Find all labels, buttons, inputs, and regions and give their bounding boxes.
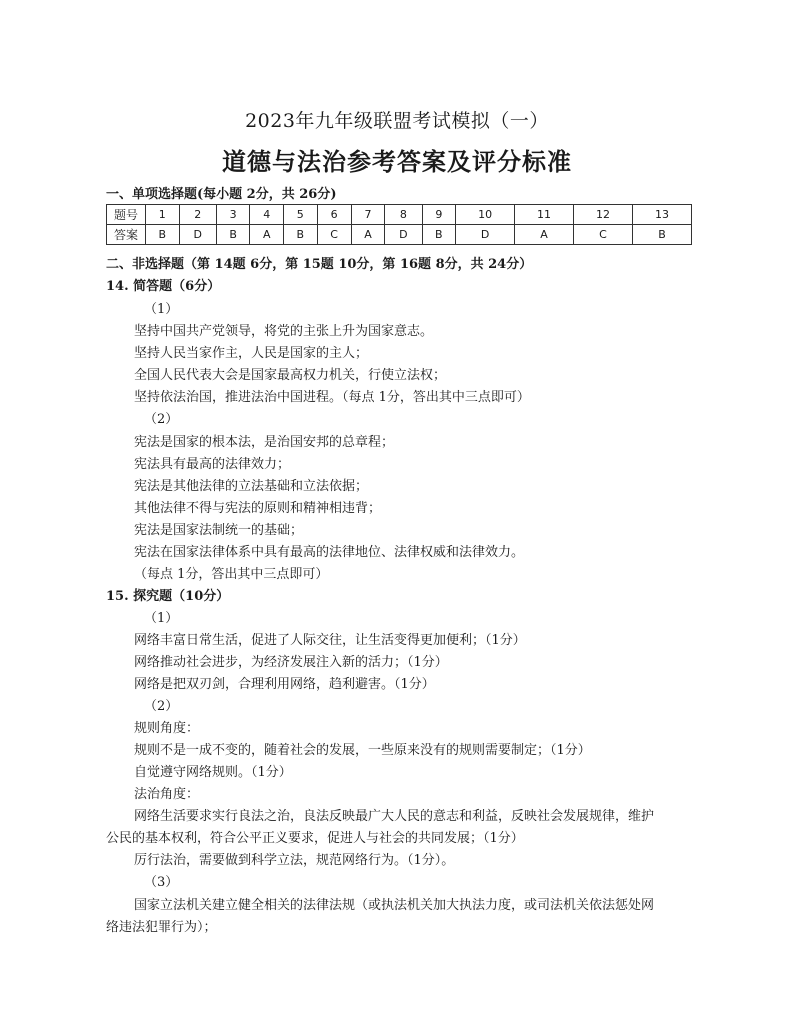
table-row-answers: [107, 225, 692, 245]
q14-part2-line: 宪法是国家的根本法，是治国安邦的总章程；: [134, 435, 395, 450]
q14-part1-line: 坚持人民当家作主，人民是国家的主人；: [134, 346, 369, 361]
question-number: 3: [216, 205, 250, 225]
exam-title: 2023年九年级联盟考试模拟（一）: [245, 110, 549, 132]
q14-part2-note: （每点 1分，答出其中三点即可）: [134, 567, 329, 582]
law-angle-heading: 法治角度：: [134, 787, 200, 802]
answer-table: [106, 204, 692, 245]
q14-part1-label: （1）: [144, 302, 179, 317]
q14-part2-line: 其他法律不得与宪法的原则和精神相违背；: [134, 501, 382, 516]
answer-cell: B: [632, 225, 691, 245]
q14-part1-line: 坚持中国共产党领导，将党的主张上升为国家意志。: [134, 324, 434, 339]
answer-cell: B: [216, 225, 250, 245]
q15-heading: 15. 探究题（10分）: [106, 589, 230, 604]
section1-heading: 一、单项选择题(每小题 2分，共 26分): [106, 187, 337, 202]
law-angle-line: 网络生活要求实行良法之治，良法反映最广大人民的意志和利益，反映社会发展规律，维护: [134, 809, 655, 824]
answer-cell: C: [317, 225, 351, 245]
question-number: 6: [317, 205, 351, 225]
law-angle-line: 厉行法治，需要做到科学立法，规范网络行为。（1分）。: [134, 853, 455, 868]
question-number: 8: [385, 205, 422, 225]
q15-part1-line: 网络是把双刃剑，合理利用网络，趋利避害。（1分）: [134, 677, 435, 692]
section2-heading: 二、非选择题（第 14题 6分，第 15题 10分，第 16题 8分，共 24分）: [106, 257, 533, 272]
answer-cell: A: [515, 225, 574, 245]
question-number: 2: [179, 205, 216, 225]
answer-cell: A: [250, 225, 284, 245]
row-label-answer: 答案: [107, 225, 146, 245]
rule-angle-line: 自觉遵守网络规则。（1分）: [134, 765, 292, 780]
answer-cell: C: [574, 225, 633, 245]
question-number: 5: [283, 205, 317, 225]
answer-cell: D: [456, 225, 515, 245]
answer-cell: D: [179, 225, 216, 245]
q14-part2-line: 宪法具有最高的法律效力；: [134, 457, 291, 472]
question-number: 13: [632, 205, 691, 225]
answer-cell: B: [283, 225, 317, 245]
question-number: 11: [515, 205, 574, 225]
question-number: 9: [422, 205, 456, 225]
answer-cell: B: [422, 225, 456, 245]
q15-part3-line-cont: 络违法犯罪行为）；: [106, 920, 217, 935]
question-number: 1: [146, 205, 180, 225]
q15-part3-line: 国家立法机关建立健全相关的法律法规（或执法机关加大执法力度，或司法机关依法惩处网: [134, 898, 655, 913]
q14-part1-line: 全国人民代表大会是国家最高权力机关，行使立法权；: [134, 368, 447, 383]
q14-part2-label: （2）: [144, 412, 179, 427]
question-number: 12: [574, 205, 633, 225]
q14-part2-line: 宪法是其他法律的立法基础和立法依据；: [134, 479, 369, 494]
q15-part1-line: 网络推动社会进步，为经济发展注入新的活力；（1分）: [134, 655, 448, 670]
answer-cell: A: [351, 225, 385, 245]
q15-part1-line: 网络丰富日常生活，促进了人际交往，让生活变得更加便利；（1分）: [134, 633, 526, 648]
document-title: 道德与法治参考答案及评分标准: [222, 147, 572, 176]
q15-part1-label: （1）: [144, 611, 179, 626]
q15-part3-label: （3）: [144, 875, 179, 890]
answer-cell: B: [146, 225, 180, 245]
table-row-numbers: [107, 205, 692, 225]
question-number: 4: [250, 205, 284, 225]
answer-cell: D: [385, 225, 422, 245]
law-angle-line-cont: 公民的基本权利，符合公平正义要求，促进人与社会的共同发展；（1分）: [106, 831, 524, 846]
q15-part2-label: （2）: [144, 699, 179, 714]
rule-angle-line: 规则不是一成不变的，随着社会的发展，一些原来没有的规则需要制定；（1分）: [134, 743, 591, 758]
question-number: 10: [456, 205, 515, 225]
q14-heading: 14. 简答题（6分）: [106, 279, 221, 294]
question-number: 7: [351, 205, 385, 225]
row-label-question: 题号: [107, 205, 146, 225]
q14-part1-line: 坚持依法治国，推进法治中国进程。（每点 1分，答出其中三点即可）: [134, 390, 530, 405]
q14-part2-line: 宪法是国家法制统一的基础；: [134, 523, 304, 538]
q14-part2-line: 宪法在国家法律体系中具有最高的法律地位、法律权威和法律效力。: [134, 545, 525, 560]
rule-angle-heading: 规则角度：: [134, 721, 200, 736]
